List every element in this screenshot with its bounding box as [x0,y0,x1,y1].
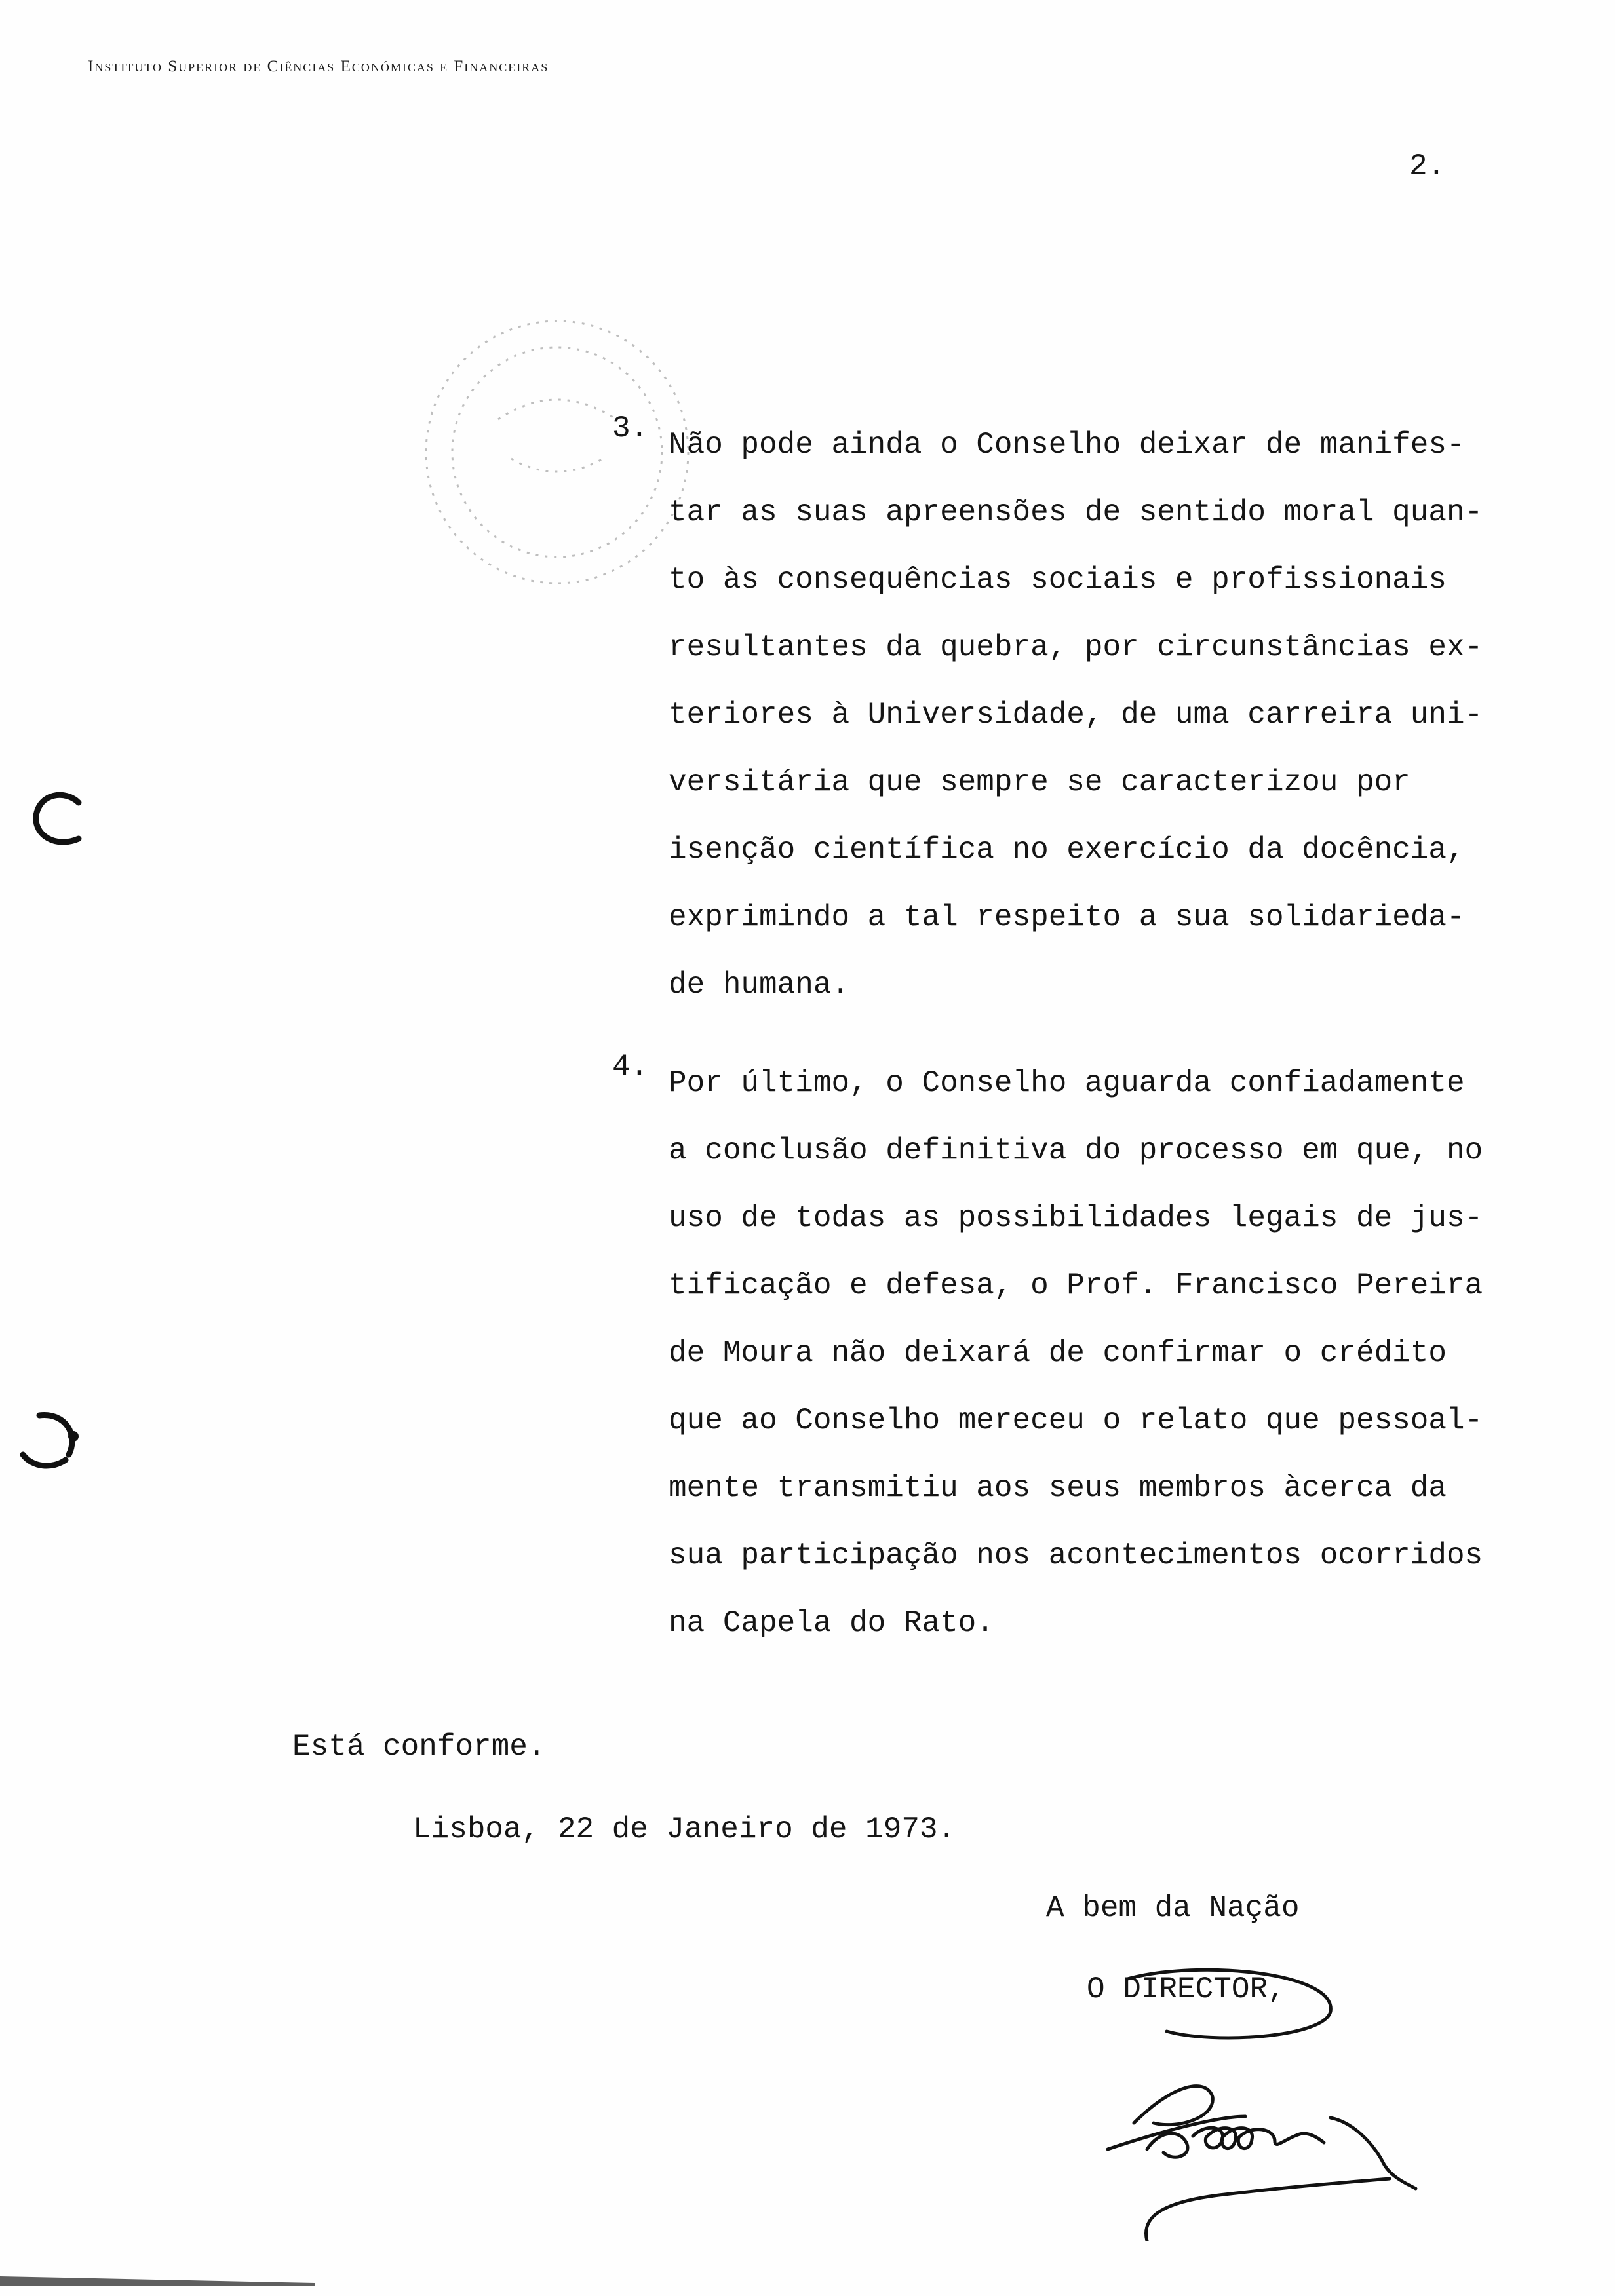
place-date: Lisboa, 22 de Janeiro de 1973. [413,1812,956,1846]
paragraph-line: isenção científica no exercício da docência, [669,833,1465,867]
paragraph-line: Por último, o Conselho aguarda confiadamente [669,1066,1465,1100]
paragraph-3 [612,411,1586,1019]
paragraph-line: mente transmitiu aos seus membros àcerca da [669,1471,1447,1505]
paragraph-line: tar as suas apreensões de sentido moral quan- [669,495,1483,529]
paragraph-line: na Capela do Rato. [669,1606,994,1640]
paragraph-4 [612,1050,1586,1657]
paragraph-line: versitária que sempre se caracterizou por [669,765,1411,799]
paragraph-line: exprimindo a tal respeito a sua solidarieda- [669,900,1465,934]
paragraph-line: teriores à Universidade, de uma carreira uni- [669,698,1483,732]
punch-hole-icon [13,1409,79,1474]
paragraph-line: de humana. [669,968,850,1002]
paragraph-line: tificação e defesa, o Prof. Francisco Pereira [669,1269,1483,1303]
signatory-title: O DIRECTOR, [1087,1972,1286,2006]
paragraph-line: que ao Conselho mereceu o relato que pessoal- [669,1404,1483,1438]
paragraph-line: de Moura não deixará de confirmar o crédito [669,1336,1447,1370]
letterhead: Instituto Superior de Ciências Económicas e Financeiras [88,58,549,75]
scan-edge-artifact [0,2274,315,2286]
paragraph-line: sua participação nos acontecimentos ocorridos [669,1539,1483,1573]
conforme-statement: Está conforme. [292,1730,546,1764]
paragraph-line: Não pode ainda o Conselho deixar de manifes- [669,428,1465,462]
closing-salutation: A bem da Nação [1046,1891,1300,1925]
paragraph-line: resultantes da quebra, por circunstâncias ex- [669,630,1483,664]
page-number: 2. [1409,149,1446,183]
paragraph-4-number: 4. [612,1050,649,1084]
paragraph-3-number: 3. [612,411,649,446]
handwritten-signature-icon [1049,1966,1508,2241]
embossed-seal-icon [400,288,714,629]
paragraph-line: a conclusão definitiva do processo em que, no [669,1134,1483,1168]
punch-hole-icon [26,786,92,852]
paragraph-line: uso de todas as possibilidades legais de jus- [669,1201,1483,1235]
paragraph-line: to às consequências sociais e profissionais [669,563,1447,597]
